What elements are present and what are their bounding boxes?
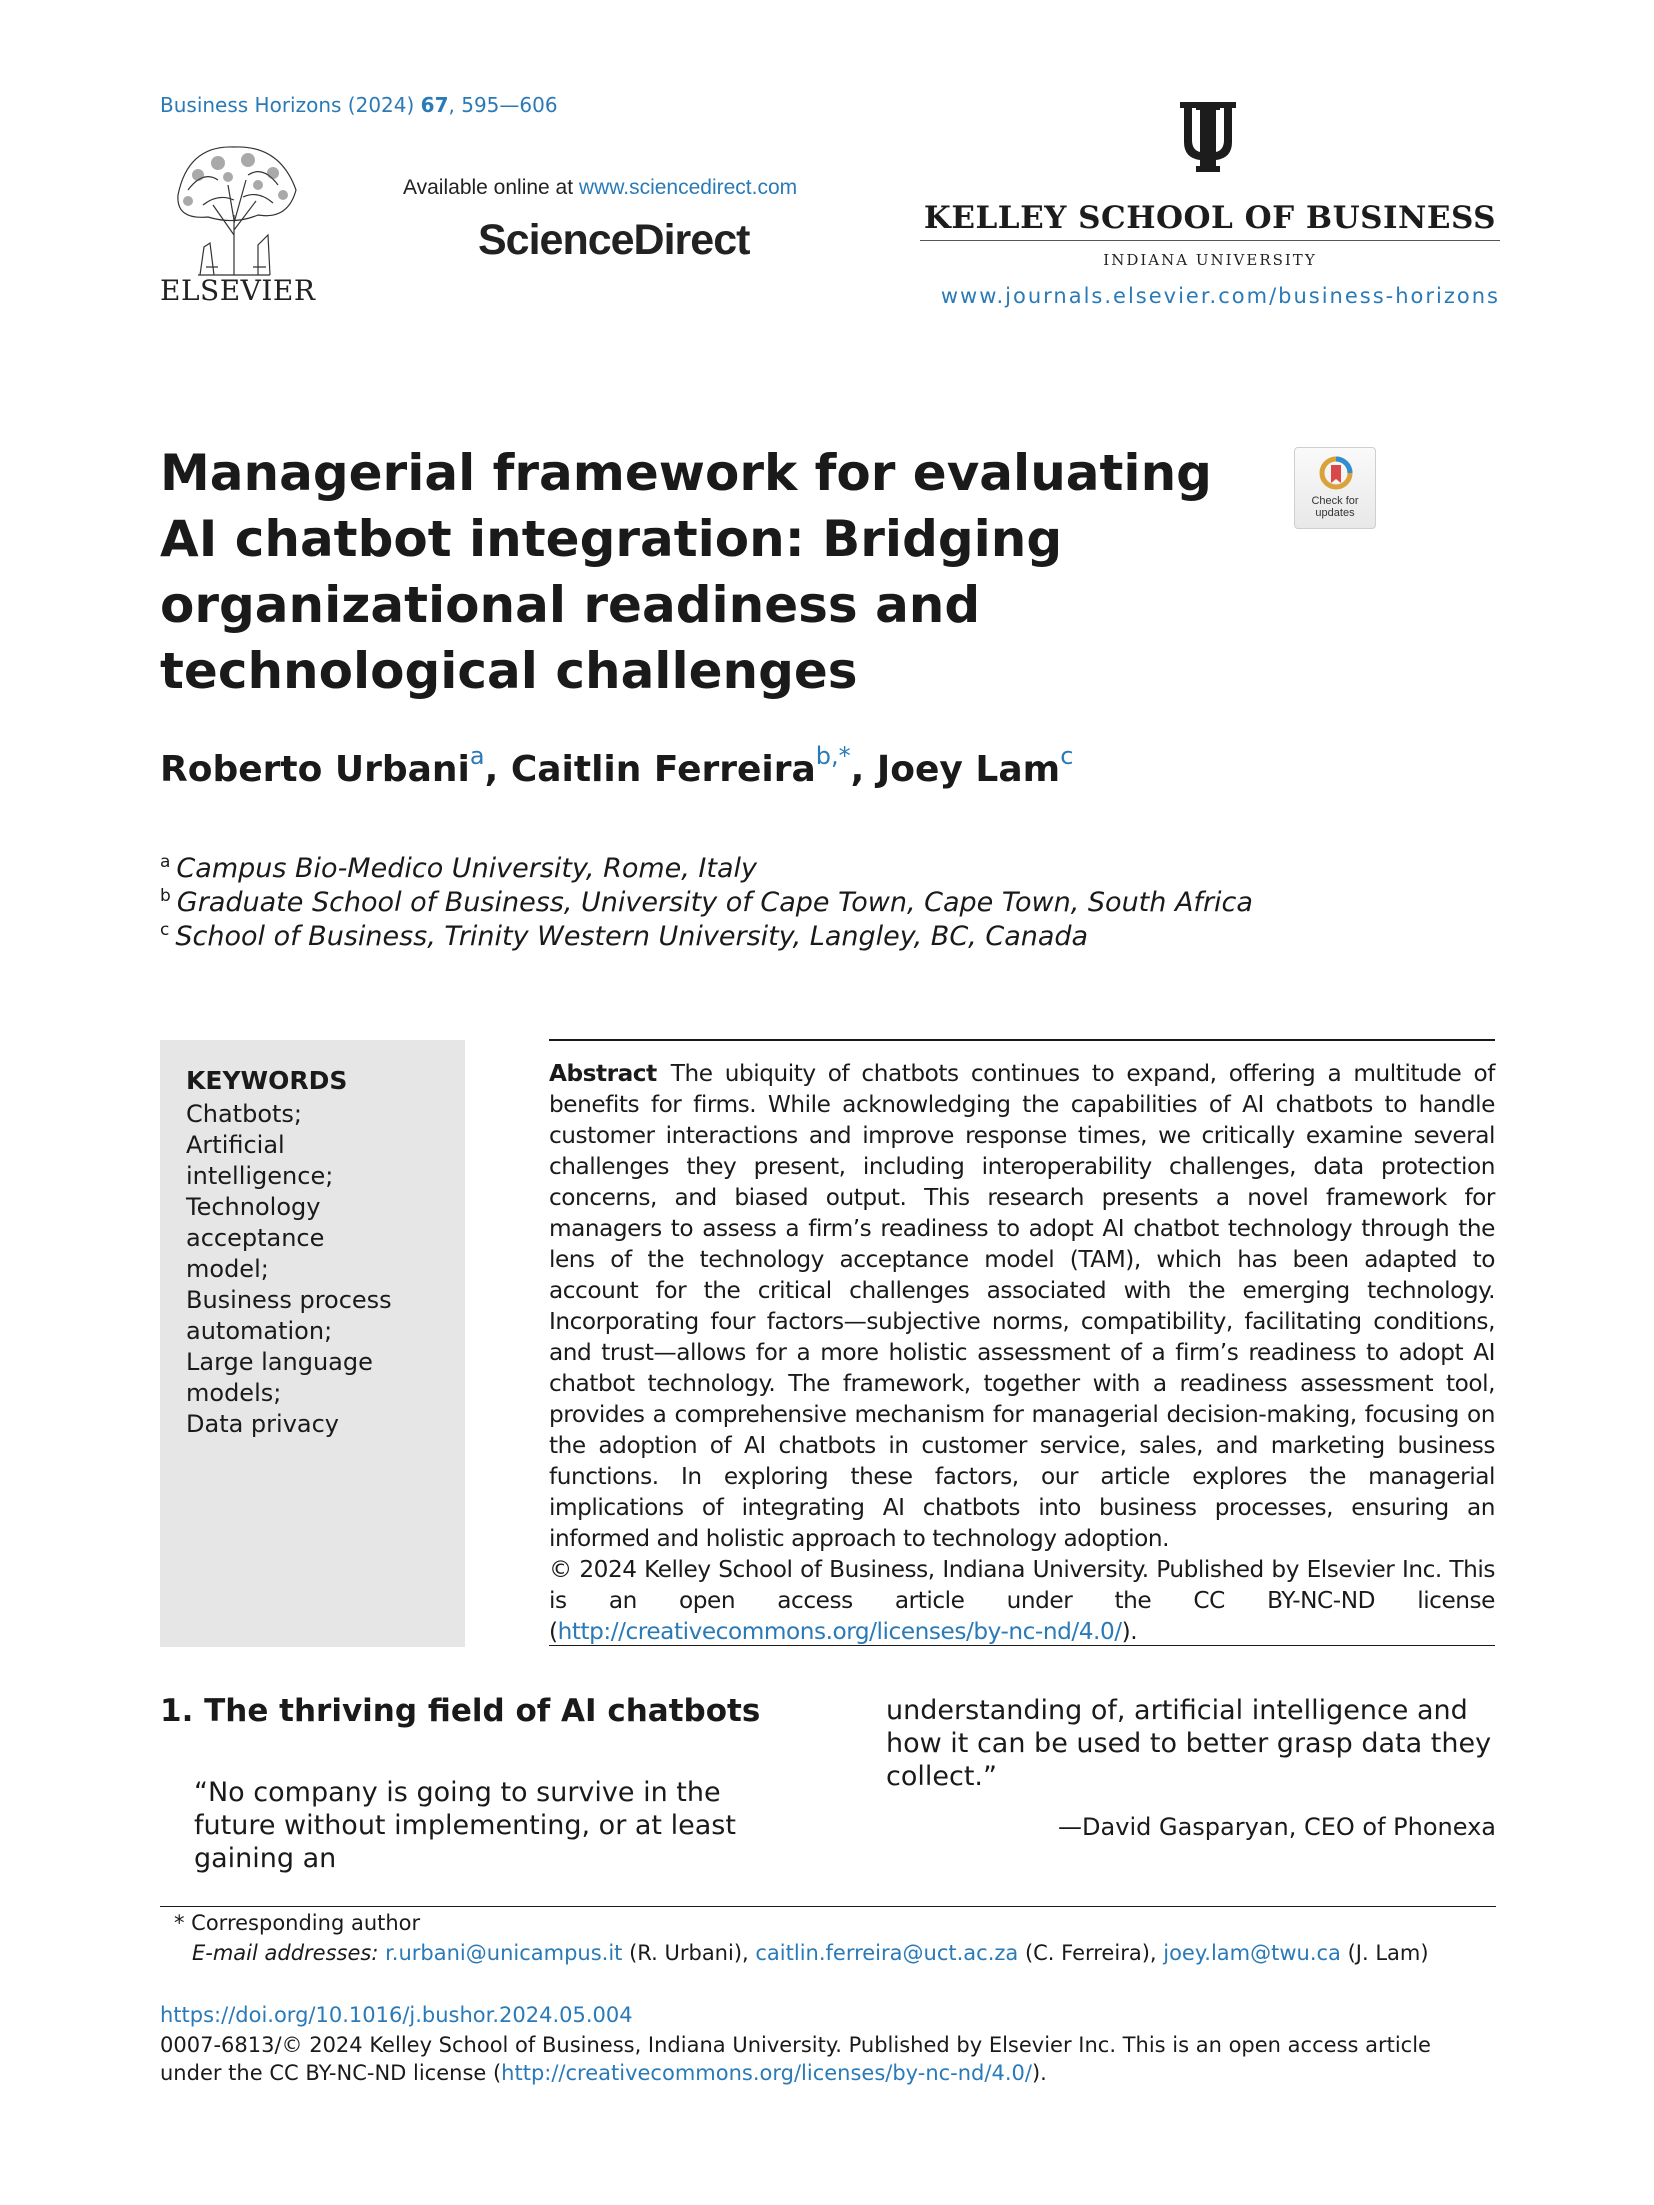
publisher-name: ELSEVIER [160,274,316,307]
abstract-label: Abstract [549,1060,657,1087]
abstract-copyright-text: © 2024 Kelley School of Business, Indiana University. Published by Elsevier Inc. This is an open access article under the CC BY-NC-ND license ( [549,1556,1495,1645]
keyword-item: automation; [186,1317,333,1345]
affiliation-c [160,920,1088,952]
keywords-box [160,1040,465,1647]
abstract-copyright [549,1554,1495,1647]
affiliation-text: School of Business, Trinity Western University, Langley, BC, Canada [175,921,1089,952]
school-subtitle: INDIANA UNIVERSITY [1103,251,1317,269]
journal-pages: , 595—606 [448,93,558,117]
affiliation-text: Graduate School of Business, University of Cape Town, Cape Town, South Africa [176,887,1253,918]
journal-volume: 67 [420,93,449,117]
elsevier-tree-logo-icon [158,135,310,285]
email-link[interactable]: r.urbani@unicampus.it [385,1941,623,1965]
available-text: Available online at [403,176,579,199]
author-affil-sup[interactable]: c [1060,742,1074,770]
license-link[interactable]: http://creativecommons.org/licenses/by-nc-nd/4.0/ [501,2061,1032,2085]
check-updates-line-1: Check for [1311,495,1359,507]
abstract [549,1058,1495,1647]
author-name[interactable]: Caitlin Ferreira [510,749,816,790]
indiana-university-trident-icon [1178,100,1238,174]
affiliation-marker: a [160,852,171,872]
keyword-item: Business process [186,1286,392,1314]
author-list: Roberto Urbani$^a$, Caitlin Ferreira$^{b,*}$, Joey Lam$^c$ [160,742,1074,790]
epigraph-quote-part-2: understanding of, artificial intelligence and how it can be used to better grasp data they collect.” [886,1695,1492,1792]
school-name: KELLEY SCHOOL OF BUSINESS [923,200,1497,236]
journal-homepage-link[interactable]: www.journals.elsevier.com/business-horizons [940,284,1500,308]
epigraph-attribution: —David Gasparyan, CEO of Phonexa [1058,1813,1496,1841]
copyright-text: 0007-6813/© 2024 Kelley School of Business, Indiana University. Published by Elsevier Inc. This is an open access article under the CC BY-NC-ND license ( [160,2033,1431,2085]
available-online [403,176,797,200]
copyright-notice [160,2031,1496,2087]
article-title: Managerial framework for evaluating AI chatbot integration: Bridging organizational readiness and technological challenges [160,444,1212,700]
doi-link[interactable]: https://doi.org/10.1016/j.bushor.2024.05.004 [160,2003,633,2027]
email-owner: (R. Urbani), [622,1941,756,1965]
abstract-copyright-suffix: ). [1121,1618,1138,1645]
keyword-item: model; [186,1255,269,1283]
keyword-item: Artificial intelligence; [186,1131,334,1190]
keyword-item: Chatbots; [186,1100,303,1128]
copyright-suffix: ). [1031,2061,1047,2085]
school-divider [920,240,1500,241]
abstract-body [549,1058,1495,1554]
affiliation-text: Campus Bio-Medico University, Rome, Italy [176,853,758,884]
email-link[interactable]: caitlin.ferreira@uct.ac.za [755,1941,1019,1965]
affiliation-b [160,886,1253,918]
sciencedirect-logo: ScienceDirect [478,216,750,264]
email-owner: (J. Lam) [1340,1941,1429,1965]
check-updates-icon [1318,455,1354,491]
abstract-license-link[interactable]: http://creativecommons.org/licenses/by-nc-nd/4.0/ [557,1618,1122,1645]
keyword-item: Data privacy [186,1410,340,1438]
author-affil-sup[interactable]: a [469,742,485,770]
section-heading: 1. The thriving field of AI chatbots [160,1693,761,1729]
abstract-bottom-rule [549,1645,1495,1646]
abstract-top-rule [549,1039,1495,1041]
journal-reference[interactable] [160,93,558,117]
journal-ref-text: Business Horizons (2024) [160,93,421,117]
email-link[interactable]: joey.lam@twu.ca [1163,1941,1341,1965]
author-affil-sup[interactable]: b,* [815,742,851,770]
email-label: E-mail addresses: [192,1941,386,1965]
affiliation-marker: b [160,886,171,906]
footnote-rule [160,1906,1496,1907]
check-updates-line-2: updates [1315,507,1355,519]
keyword-item: Technology acceptance [186,1193,325,1252]
email-owner: (C. Ferreira), [1018,1941,1164,1965]
keywords-heading: KEYWORDS [186,1066,348,1095]
sciencedirect-link[interactable]: www.sciencedirect.com [578,176,798,199]
affiliation-a [160,852,757,884]
corresponding-author-note: * Corresponding author [174,1911,421,1935]
check-updates-label [1295,495,1375,519]
keyword-item: Large language models; [186,1348,373,1407]
author-name[interactable]: Roberto Urbani [160,749,470,790]
epigraph-quote-part-1: “No company is going to survive in the future without implementing, or at least gaining an [194,1777,736,1874]
affiliation-marker: c [160,920,170,940]
check-for-updates-button[interactable] [1294,447,1376,529]
abstract-text: The ubiquity of chatbots continues to expand, offering a multitude of benefits for firms. While acknowledging the capabilities of AI chatbots to handle customer interactions and improve response times, we critically examine several challenges they present, including interoperability challenges, data protection concerns, and biased output. This research presents a novel framework for managers to assess a firm’s readiness to adopt AI chatbot technology through the lens of the technology acceptance model (TAM), which has been adapted to account for the critical challenges associated with the emerging technology. Incorporating four factors—subjective norms, compatibility, facilitating conditions, and trust—allows for a more holistic assessment of a firm’s readiness to adopt AI chatbot technology. The framework, together with a readiness assessment tool, provides a comprehensive mechanism for managerial decision-making, focusing on the adoption of AI chatbots in customer service, sales, and marketing business functions. In exploring these factors, our article explores the managerial implications of integrating AI chatbots into business processes, ensuring an informed and holistic approach to technology adoption. [549,1060,1495,1552]
email-addresses [192,1941,1429,1965]
author-name[interactable]: Joey Lam [876,749,1061,790]
